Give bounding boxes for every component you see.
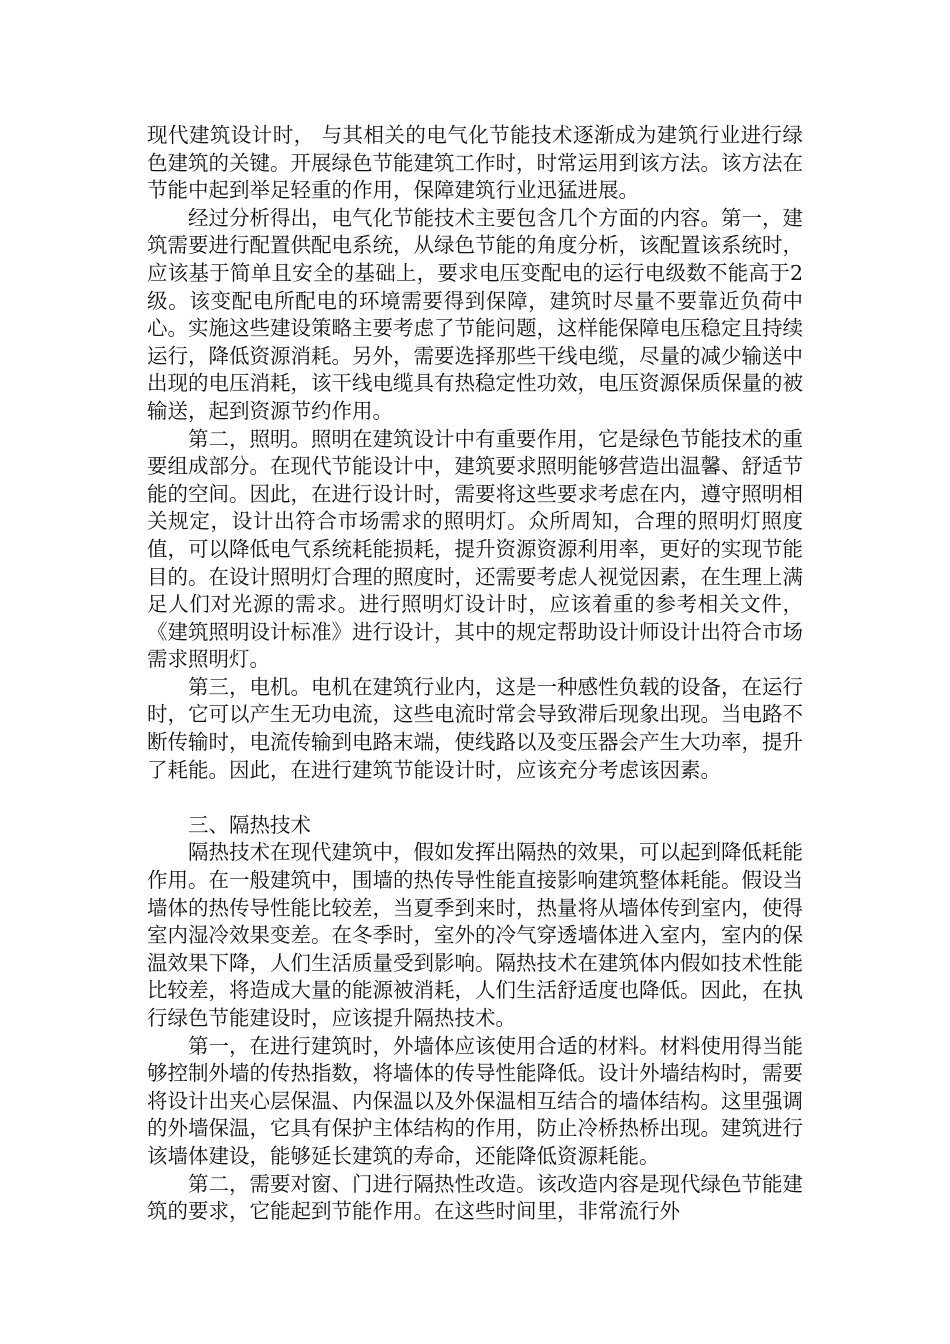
paragraph-electrical-overview: 经过分析得出，电气化节能技术主要包含几个方面的内容。第一，建筑需要进行配置供配电系统，从绿色节能的角度分析，该配置该系统时，应该基于简单且安全的基础上，要求电压变配电的运行电级数不能高于2级。该变配电所配电的环境需要得到保障，建筑时尽量不要靠近负荷中心。实施这些建设策略主要考虑了节能问题，这样能保障电压稳定且持续运行，降低资源消耗。另外，需要选择那些干线电缆，尽量的减少输送中出现的电压消耗，该干线电缆具有热稳定性功效，电压资源保质保量的被输送，起到资源节约作用。 [147,205,803,423]
paragraph-windows-doors: 第二，需要对窗、门进行隔热性改造。该改造内容是现代绿色节能建筑的要求，它能起到节能作用。在这些时间里，非常流行外 [147,1171,803,1224]
paragraph-insulation-overview: 隔热技术在现代建筑中，假如发挥出隔热的效果，可以起到降低耗能作用。在一般建筑中，围墙的热传导性能直接影响建筑整体耗能。假设当墙体的热传导性能比较差，当夏季到来时，热量将从墙体传到室内，使得室内湿冷效果变差。在冬季时，室外的冷气穿透墙体进入室内，室内的保温效果下降，人们生活质量受到影响。隔热技术在建筑体内假如技术性能比较差，将造成大量的能源被消耗，人们生活舒适度也降低。因此，在执行绿色节能建设时，应该提升隔热技术。 [147,840,803,1030]
paragraph-intro: 现代建筑设计时， 与其相关的电气化节能技术逐渐成为建筑行业进行绿色建筑的关键。开展绿色节能建筑工作时，时常运用到该方法。该方法在节能中起到举足轻重的作用，保障建筑行业迅猛进展。 [147,123,803,203]
paragraph-exterior-wall: 第一，在进行建筑时，外墙体应该使用合适的材料。材料使用得当能够控制外墙的传热指数，将墙体的传导性能降低。设计外墙结构时，需要将设计出夹心层保温、内保温以及外保温相互结合的墙体结构。这里强调的外墙保温，它具有保护主体结构的作用，防止冷桥热桥出现。建筑进行该墙体建设，能够延长建筑的寿命，还能降低资源耗能。 [147,1033,803,1168]
document-body [147,122,803,1226]
paragraph-lighting: 第二，照明。照明在建筑设计中有重要作用，它是绿色节能技术的重要组成部分。在现代节能设计中，建筑要求照明能够营造出温馨、舒适节能的空间。因此，在进行设计时，需要将这些要求考虑在内，遵守照明相关规定，设计出符合市场需求的照明灯。众所周知，合理的照明灯照度值，可以降低电气系统耗能损耗，提升资源资源利用率，更好的实现节能目的。在设计照明灯合理的照度时，还需要考虑人视觉因素，在生理上满足人们对光源的需求。进行照明灯设计时，应该着重的参考相关文件，《建筑照明设计标准》进行设计，其中的规定帮助设计师设计出符合市场需求照明灯。 [147,426,803,672]
paragraph-motor: 第三，电机。电机在建筑行业内，这是一种感性负载的设备，在运行时，它可以产生无功电流，这些电流时常会导致滞后现象出现。当电路不断传输时，电流传输到电路末端，使线路以及变压器会产生大功率，提升了耗能。因此，在进行建筑节能设计时，应该充分考虑该因素。 [147,674,803,782]
section-heading-insulation: 三、隔热技术 [188,812,311,837]
